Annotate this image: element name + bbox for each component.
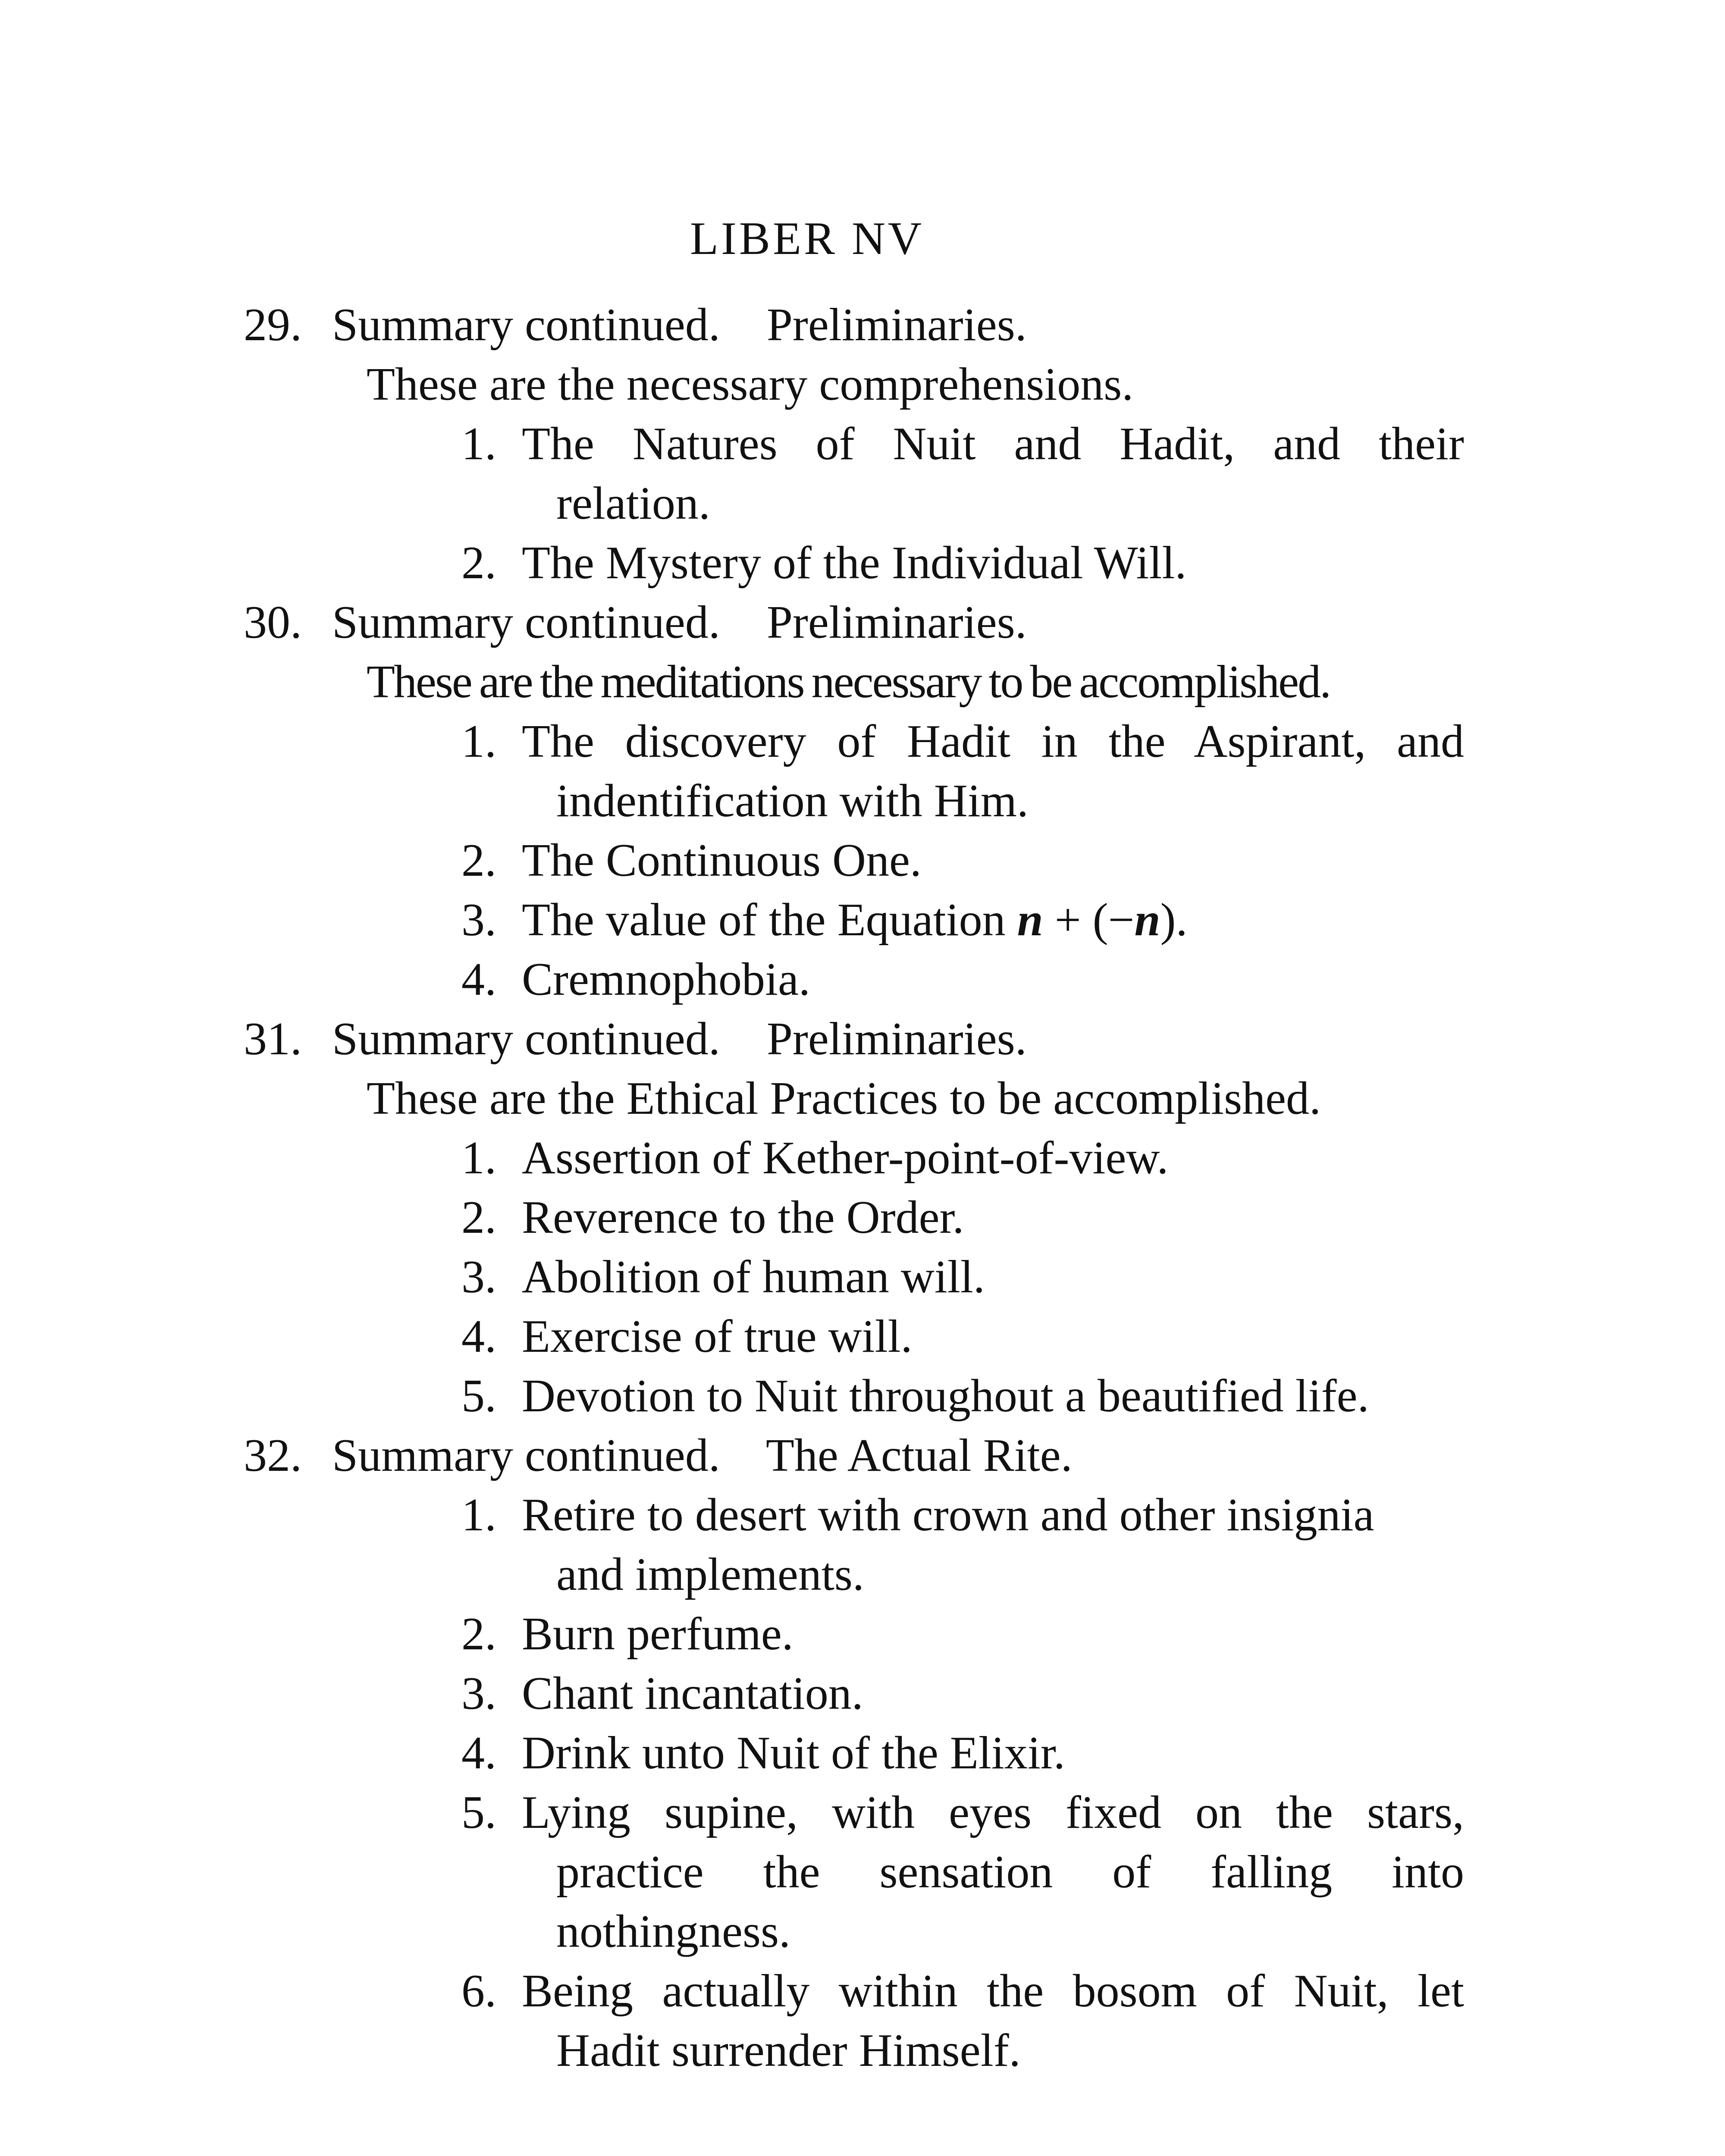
item-number: 2. bbox=[461, 537, 496, 589]
item-number: 6. bbox=[461, 1965, 496, 2017]
item-text-equation bbox=[522, 894, 1188, 946]
item-number: 4. bbox=[461, 1311, 496, 1362]
item-continuation: relation. bbox=[556, 478, 710, 529]
item-number: 4. bbox=[461, 954, 496, 1005]
equation-variable: n bbox=[1134, 894, 1160, 946]
item-number: 1. bbox=[461, 716, 496, 767]
item-text: The Natures of Nuit and Hadit, and their bbox=[522, 418, 1464, 470]
section-number: 30. bbox=[244, 597, 302, 648]
item-number: 2. bbox=[461, 1608, 496, 1660]
section-intro: These are the Ethical Practices to be accomplished. bbox=[367, 1073, 1321, 1124]
section-heading: Summary continued. Preliminaries. bbox=[332, 1013, 1027, 1065]
item-continuation: Hadit surrender Himself. bbox=[556, 2025, 1021, 2076]
item-text: The discovery of Hadit in the Aspirant, and bbox=[522, 716, 1464, 767]
item-text: The Mystery of the Individual Will. bbox=[522, 537, 1187, 589]
section-heading: Summary continued. The Actual Rite. bbox=[332, 1430, 1073, 1481]
item-number: 4. bbox=[461, 1727, 496, 1779]
item-text: Drink unto Nuit of the Elixir. bbox=[522, 1727, 1065, 1779]
item-number: 2. bbox=[461, 835, 496, 886]
item-number: 1. bbox=[461, 1489, 496, 1541]
item-text: Abolition of human will. bbox=[522, 1251, 985, 1303]
item-number: 3. bbox=[461, 1668, 496, 1719]
item-continuation: nothingness. bbox=[556, 1906, 791, 1957]
equation-prefix: The value of the Equation bbox=[522, 894, 1017, 946]
section-heading: Summary continued. Preliminaries. bbox=[332, 597, 1027, 648]
item-text: Cremnophobia. bbox=[522, 954, 810, 1005]
item-text: The Continuous One. bbox=[522, 835, 922, 886]
item-text: Devotion to Nuit throughout a beautified life. bbox=[522, 1370, 1369, 1422]
item-continuation: and implements. bbox=[556, 1549, 864, 1600]
item-number: 2. bbox=[461, 1192, 496, 1243]
running-title: LIBER NV bbox=[690, 213, 924, 264]
item-text: Assertion of Kether-point-of-view. bbox=[522, 1132, 1169, 1184]
item-continuation: practice the sensation of falling into bbox=[556, 1846, 1464, 1898]
item-number: 3. bbox=[461, 1251, 496, 1303]
item-text: Burn perfume. bbox=[522, 1608, 794, 1660]
item-text: Chant incantation. bbox=[522, 1668, 863, 1719]
section-number: 29. bbox=[244, 299, 302, 351]
item-number: 5. bbox=[461, 1787, 496, 1838]
item-number: 3. bbox=[461, 894, 496, 946]
item-number: 1. bbox=[461, 418, 496, 470]
section-number: 32. bbox=[244, 1430, 302, 1481]
section-intro: These are the necessary comprehensions. bbox=[367, 359, 1134, 410]
section-number: 31. bbox=[244, 1013, 302, 1065]
item-text: Exercise of true will. bbox=[522, 1311, 913, 1362]
item-text: Being actually within the bosom of Nuit, let bbox=[522, 1965, 1464, 2017]
section-heading: Summary continued. Preliminaries. bbox=[332, 299, 1027, 351]
item-text: Retire to desert with crown and other insignia bbox=[522, 1489, 1374, 1541]
section-intro: These are the meditations necessary to be accomplished. bbox=[367, 656, 1330, 708]
equation-variable: n bbox=[1017, 894, 1043, 946]
item-number: 5. bbox=[461, 1370, 496, 1422]
equation-end: ). bbox=[1160, 894, 1188, 946]
item-continuation: indentification with Him. bbox=[556, 775, 1029, 827]
item-text: Reverence to the Order. bbox=[522, 1192, 964, 1243]
item-text: Lying supine, with eyes fixed on the stars, bbox=[522, 1787, 1464, 1838]
item-number: 1. bbox=[461, 1132, 496, 1184]
equation-operator: + (− bbox=[1043, 894, 1135, 946]
